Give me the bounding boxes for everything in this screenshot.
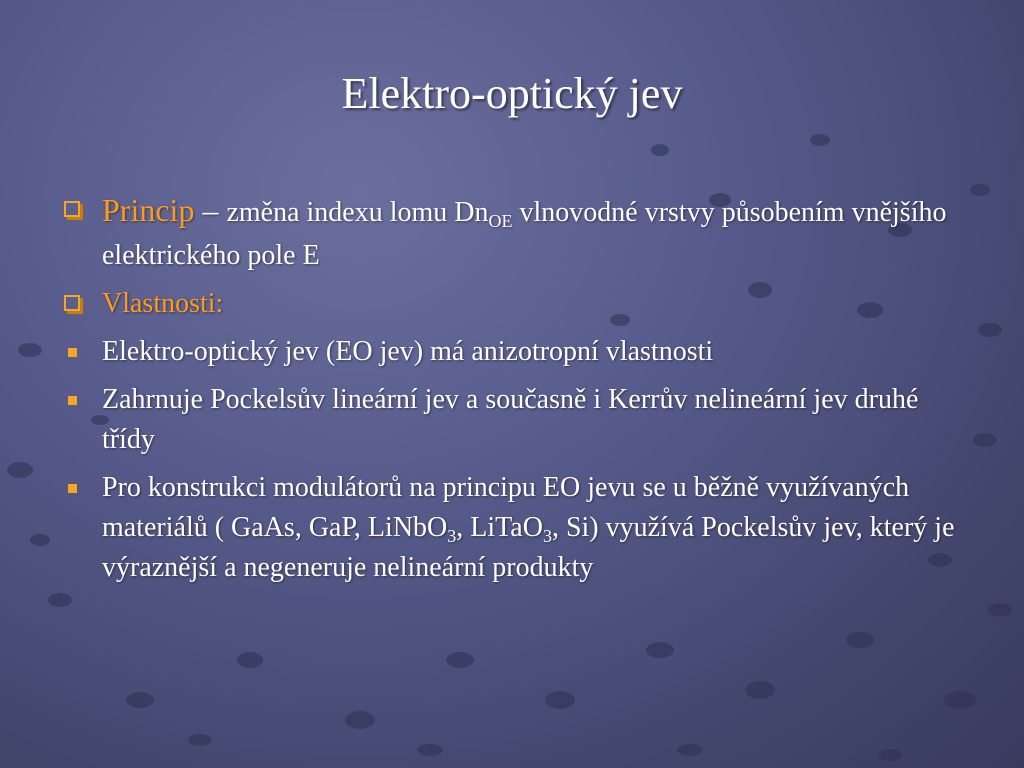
bullet-text-2: Zahrnuje Pockelsův lineární jev a současně i Kerrův nelineární jev druhé třídy — [102, 384, 919, 455]
principle-item — [62, 190, 962, 276]
principle-keyword: Princip — [102, 192, 195, 228]
bullet-item-3 — [62, 468, 962, 588]
bullet-text-3b: , LiTaO — [456, 512, 543, 543]
principle-subscript: OE — [488, 211, 513, 231]
principle-dash: – — [194, 192, 227, 228]
bullet-text-3a: Pro konstrukci modulátorů na principu EO jevu se u běžně využívaných materiálů ( GaAs, GaP, LiNbO — [102, 472, 910, 543]
slide-content — [62, 190, 962, 596]
checkbox-bullet-icon — [64, 201, 80, 217]
bullet-subscript-1: 3 — [447, 526, 457, 546]
bullet-item-1 — [62, 332, 962, 372]
square-bullet-icon — [68, 484, 77, 493]
principle-text-b: vlnovodné vrstvy působením vnějšího elektrického pole E — [102, 197, 947, 271]
slide-title: Elektro-optický jev — [341, 69, 683, 118]
bullet-text-1: Elektro-optický jev (EO jev) má anizotropní vlastnosti — [102, 336, 714, 367]
square-bullet-icon — [68, 348, 77, 357]
bullet-item-2 — [62, 380, 962, 460]
properties-heading: Vlastnosti: — [102, 288, 224, 319]
properties-item — [62, 284, 962, 324]
bullet-subscript-2: 3 — [542, 526, 552, 546]
square-bullet-icon — [68, 396, 77, 405]
principle-text-a: změna indexu lomu Dn — [226, 197, 489, 228]
checkbox-bullet-icon — [64, 295, 80, 311]
bullet-text-3c: , Si) využívá Pockelsův jev, který je výraznější a negeneruje nelineární produkty — [102, 512, 955, 583]
